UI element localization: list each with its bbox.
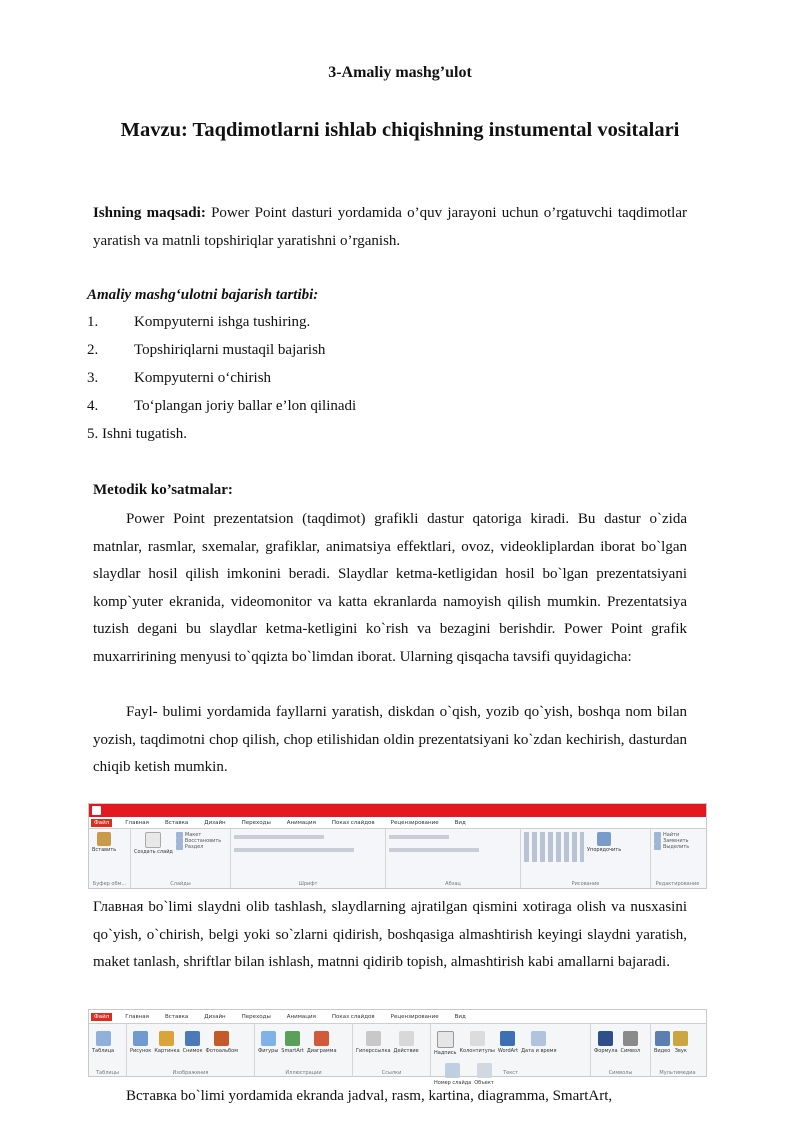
tab-review[interactable]: Рецензирование: [390, 1013, 439, 1020]
guidelines-paragraph-4: Вставка bo`limi yordamida ekranda jadval, rasm, kartina, diagramma, SmartArt,: [126, 1088, 613, 1104]
list-controls[interactable]: [389, 835, 449, 839]
photo-album-icon: [214, 1031, 229, 1046]
header-footer-button[interactable]: Колонтитулы: [460, 1031, 495, 1056]
reset-button[interactable]: Восстановить: [176, 838, 221, 844]
ribbon-tabs: [89, 817, 706, 829]
hyperlink-icon: [366, 1031, 381, 1046]
group-editing: [651, 829, 704, 888]
select-button[interactable]: Выделить: [654, 844, 689, 850]
practice-title: 3-Amaliy mashg’ulot: [328, 64, 472, 81]
group-media: [651, 1024, 704, 1077]
new-slide-icon: [145, 832, 161, 848]
shapes-button[interactable]: Фигуры: [258, 1031, 278, 1054]
group-slides: [131, 829, 231, 888]
tab-animation[interactable]: Анимация: [286, 1013, 316, 1020]
list-item: Kompyuterni o‘chirish: [134, 370, 272, 386]
section-icon: [176, 844, 183, 850]
arrange-icon: [597, 832, 611, 846]
paste-label: Вставить: [92, 847, 117, 853]
hyperlink-button[interactable]: Гиперссылка: [356, 1031, 391, 1054]
date-time-icon: [531, 1031, 546, 1046]
group-label: Иллюстрации: [285, 1070, 322, 1076]
clipart-button[interactable]: Картинка: [154, 1031, 179, 1054]
clipart-icon: [159, 1031, 174, 1046]
slide-number-button[interactable]: Номер слайда: [434, 1063, 471, 1086]
guidelines-title: Metodik ko’satmalar:: [93, 482, 233, 498]
group-symbols: [591, 1024, 651, 1077]
tab-transitions[interactable]: Переходы: [241, 819, 271, 826]
group-font: [231, 829, 386, 888]
action-icon: [399, 1031, 414, 1046]
chart-button[interactable]: Диаграмма: [307, 1031, 337, 1054]
select-icon: [654, 844, 661, 850]
guidelines-paragraph-3: Главная bo`limi slaydni olib tashlash, slaydlarning ajratilgan qismini xotiraga olish va nusxasini qo`yish, o`chirish, belgi yoki so`zlarni qidirish, boshqasiga almashtirish keyingi slaydni yaratish, maket tanlash, shriftlar bilan ishlash, matnni qidirib topish, almashtirish kabi amallarni bajaradi.: [93, 899, 687, 971]
tab-animation[interactable]: Анимация: [286, 819, 316, 826]
group-label: Шрифт: [298, 881, 318, 887]
action-button[interactable]: Действие: [394, 1031, 419, 1054]
group-illustrations: [255, 1024, 353, 1077]
ribbon-tabs: [89, 1010, 706, 1024]
screenshot-button[interactable]: Снимок: [183, 1031, 203, 1054]
date-time-button[interactable]: Дата и время: [521, 1031, 556, 1056]
title-bar: [89, 804, 706, 817]
group-clipboard: [89, 829, 131, 888]
layout-button[interactable]: Макет: [176, 832, 221, 838]
ribbon-home-screenshot: [88, 803, 707, 889]
ribbon-insert-screenshot: [88, 1009, 707, 1086]
smartart-button[interactable]: SmartArt: [281, 1031, 304, 1054]
screenshot-icon: [185, 1031, 200, 1046]
topic-heading: Mavzu: Taqdimotlarni ishlab chiqishning instumental vositalari: [120, 119, 680, 141]
table-button[interactable]: Таблица: [92, 1031, 114, 1054]
chart-icon: [314, 1031, 329, 1046]
group-links: [353, 1024, 431, 1077]
goal-label: Ishning maqsadi:: [93, 205, 206, 221]
tab-insert[interactable]: Вставка: [164, 1013, 189, 1020]
list-item: To‘plangan joriy ballar e’lon qilinadi: [134, 398, 357, 414]
goal-paragraph: [93, 200, 687, 255]
textbox-icon: [437, 1031, 454, 1048]
video-icon: [655, 1031, 670, 1046]
tab-view[interactable]: Вид: [454, 819, 466, 826]
tab-file[interactable]: Файл: [91, 819, 112, 827]
textbox-button[interactable]: Надпись: [434, 1031, 457, 1056]
symbol-button[interactable]: Символ: [621, 1031, 641, 1054]
arrange-label: Упорядочить: [587, 847, 622, 853]
group-label: Таблицы: [96, 1070, 119, 1076]
object-button[interactable]: Объект: [474, 1063, 494, 1086]
video-button[interactable]: Видео: [654, 1031, 670, 1054]
tab-review[interactable]: Рецензирование: [390, 819, 439, 826]
ribbon-groups: [89, 1024, 706, 1086]
audio-button[interactable]: Звук: [673, 1031, 688, 1054]
list-item-number: 2.: [87, 342, 99, 358]
goal-text: Power Point dasturi yordamida o’quv jarayoni uchun o’rgatuvchi taqdimotlar yaratish va matnli topshiriqlar yaratishni o’rganish.: [93, 205, 687, 249]
tab-slideshow[interactable]: Показ слайдов: [331, 819, 375, 826]
guidelines-paragraph-1: Power Point prezentatsion (taqdimot) grafikli dastur qatoriga kiradi. Bu dastur o`zida matnlar, rasmlar, sxemalar, grafiklar, animatsiya effektlari, ovoz, videokliplardan iborat bo`lgan slaydlar hosil qilish imkonini beradi. Slaydlar ketma-ketligidan hosil bo`lgan prezentatsiyani komp`yuter ekranida, videomonitor va katta ekranlarda namoyish qilish mumkin. Prezentatsiya tuzish degani bu slaydlar ketma-ketligini ko`rish va bezagini berishdir. Power Point grafik muxarririning menyusi to`qqizta bo`limdan iborat. Ularning qisqacha tavsifi quyidagicha:: [93, 511, 687, 665]
alignment-controls[interactable]: [389, 848, 479, 852]
equation-button[interactable]: Формула: [594, 1031, 618, 1054]
app-logo-icon: [92, 806, 101, 815]
group-paragraph: [386, 829, 521, 888]
font-selector[interactable]: [234, 835, 324, 839]
replace-button[interactable]: Заменить: [654, 838, 689, 844]
omega-icon: [623, 1031, 638, 1046]
speaker-icon: [673, 1031, 688, 1046]
arrange-button[interactable]: [587, 832, 621, 862]
clipboard-icon: [97, 832, 111, 846]
group-label: Рисование: [571, 881, 600, 887]
ribbon-groups: [89, 829, 706, 888]
group-label: Ссылки: [381, 1070, 402, 1076]
tab-insert[interactable]: Вставка: [164, 819, 189, 826]
tab-home[interactable]: Главная: [125, 819, 149, 826]
group-drawing: [521, 829, 651, 888]
table-icon: [96, 1031, 111, 1046]
wordart-icon: [500, 1031, 515, 1046]
list-item-number: 1.: [87, 314, 99, 330]
group-label: Символы: [608, 1070, 633, 1076]
header-footer-icon: [470, 1031, 485, 1046]
group-label: Мультимедиа: [659, 1070, 696, 1076]
list-item-number: 4.: [87, 398, 99, 414]
list-item-number: 3.: [87, 370, 99, 386]
new-slide-label: Создать слайд: [134, 849, 173, 855]
wordart-button[interactable]: WordArt: [498, 1031, 518, 1056]
group-label: Редактирование: [655, 881, 700, 887]
tab-transitions[interactable]: Переходы: [241, 1013, 271, 1020]
group-label: Буфер обм...: [92, 881, 127, 887]
group-label: Слайды: [170, 881, 191, 887]
tab-home[interactable]: Главная: [125, 1013, 149, 1020]
group-text: [431, 1024, 591, 1086]
photo-album-button[interactable]: Фотоальбом: [206, 1031, 238, 1054]
list-item: Topshiriqlarni mustaqil bajarish: [134, 342, 326, 358]
group-label: Изображения: [172, 1070, 209, 1076]
find-button[interactable]: Найти: [654, 832, 689, 838]
list-item: Kompyuterni ishga tushiring.: [134, 314, 311, 330]
new-slide-button[interactable]: [134, 832, 173, 855]
section-button[interactable]: Раздел: [176, 844, 221, 850]
group-label: Абзац: [445, 881, 461, 887]
tab-view[interactable]: Вид: [454, 1013, 466, 1020]
tab-slideshow[interactable]: Показ слайдов: [331, 1013, 375, 1020]
shapes-icon: [261, 1031, 276, 1046]
paste-button[interactable]: [92, 832, 116, 853]
list-item-final: 5. Ishni tugatish.: [87, 426, 187, 442]
tab-design[interactable]: Дизайн: [204, 1013, 226, 1020]
font-format-row[interactable]: [234, 848, 354, 852]
picture-icon: [133, 1031, 148, 1046]
picture-button[interactable]: Рисунок: [130, 1031, 151, 1054]
smartart-icon: [285, 1031, 300, 1046]
group-tables: [89, 1024, 127, 1077]
pi-icon: [598, 1031, 613, 1046]
tab-file[interactable]: Файл: [91, 1013, 112, 1021]
tab-design[interactable]: Дизайн: [204, 819, 226, 826]
guidelines-paragraph-2: Fayl- bulimi yordamida fayllarni yaratish, diskdan o`qish, yozib qo`yish, boshqa nom bilan yozish, taqdimotni chop qilish, chop etilishidan oldin prezentatsiyani ko`zdan kechirish, dasturdan chiqib ketish mumkin.: [93, 704, 687, 776]
group-label: Текст: [503, 1070, 518, 1076]
procedure-title: Amaliy mashg‘ulotni bajarish tartibi:: [87, 287, 319, 303]
group-images: [127, 1024, 255, 1077]
shapes-gallery[interactable]: [524, 832, 584, 862]
